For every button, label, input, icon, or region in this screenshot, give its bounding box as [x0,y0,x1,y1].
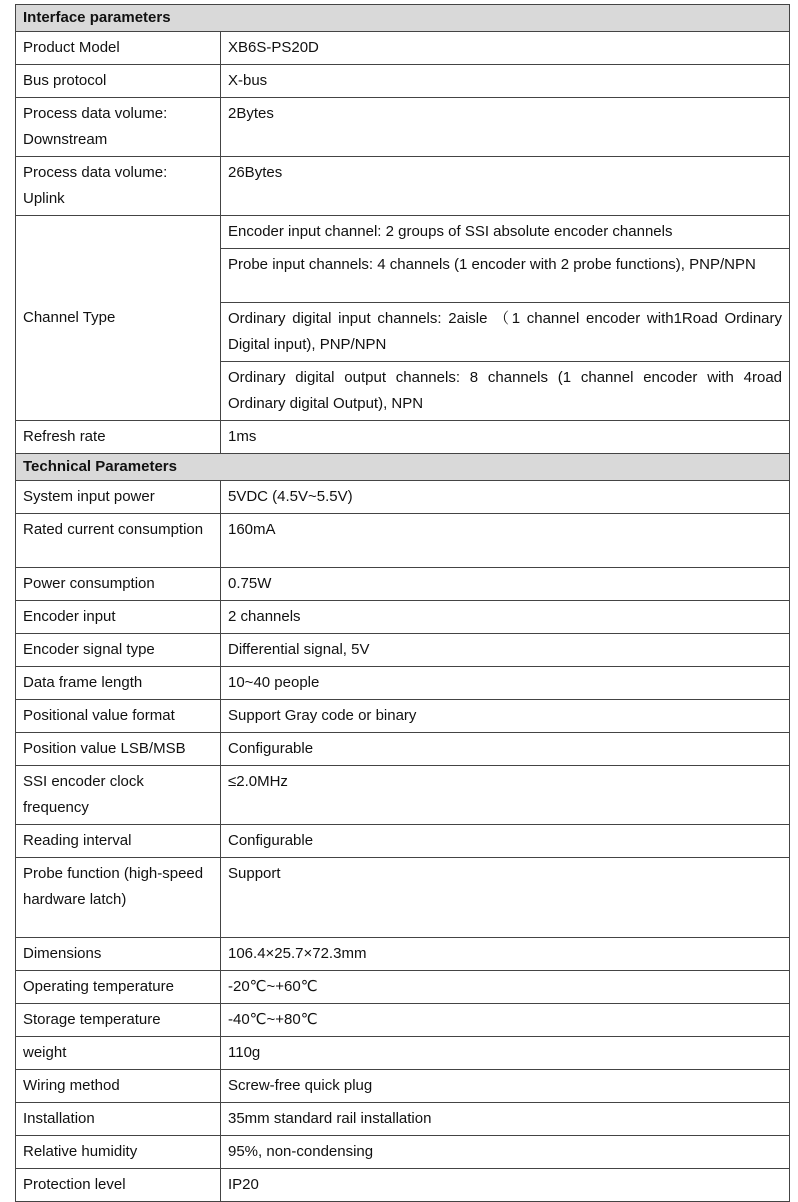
channel-type-value: Ordinary digital output channels: 8 channels (1 channel encoder with 4road Ordinary digital Output), NPN [221,362,790,421]
row-value: 1ms [221,421,790,454]
table-row [16,858,790,938]
row-value: 10~40 people [221,667,790,700]
table-row [16,733,790,766]
channel-type-value: Probe input channels: 4 channels (1 encoder with 2 probe functions), PNP/NPN [221,249,790,303]
row-label: Probe function (high-speed hardware latch) [16,858,221,938]
row-label: Refresh rate [16,421,221,454]
table-row [16,601,790,634]
table-row [16,766,790,825]
row-value: 110g [221,1037,790,1070]
channel-type-label: Channel Type [16,216,221,421]
table-row [16,157,790,216]
table-row [16,98,790,157]
spec-sheet [15,4,789,1202]
section-title: Technical Parameters [16,454,790,481]
table-row [16,700,790,733]
row-label: SSI encoder clock frequency [16,766,221,825]
row-label: Encoder signal type [16,634,221,667]
row-label: Process data volume: Downstream [16,98,221,157]
row-value: Configurable [221,825,790,858]
row-value: ≤2.0MHz [221,766,790,825]
row-label: Product Model [16,32,221,65]
table-row [16,634,790,667]
table-row [16,568,790,601]
table-row [16,1169,790,1202]
row-value: 95%, non-condensing [221,1136,790,1169]
table-row [16,32,790,65]
row-value: 35mm standard rail installation [221,1103,790,1136]
table-row [16,216,790,249]
table-row [16,1070,790,1103]
table-row [16,1103,790,1136]
row-label: System input power [16,481,221,514]
row-value: XB6S-PS20D [221,32,790,65]
row-label: Rated current consumption [16,514,221,568]
table-row [16,938,790,971]
row-label: Wiring method [16,1070,221,1103]
row-value: -20℃~+60℃ [221,971,790,1004]
table-row [16,1136,790,1169]
row-label: Dimensions [16,938,221,971]
row-value: 160mA [221,514,790,568]
row-value: IP20 [221,1169,790,1202]
table-row [16,971,790,1004]
row-value: 2Bytes [221,98,790,157]
row-label: Reading interval [16,825,221,858]
table-row [16,825,790,858]
row-label: Operating temperature [16,971,221,1004]
table-row [16,514,790,568]
channel-type-value: Ordinary digital input channels: 2aisle （1 channel encoder with1Road Ordinary Digital input), PNP/NPN [221,303,790,362]
row-label: Position value LSB/MSB [16,733,221,766]
row-label: Encoder input [16,601,221,634]
row-value: 0.75W [221,568,790,601]
row-value: Support [221,858,790,938]
row-value: Differential signal, 5V [221,634,790,667]
row-value: 5VDC (4.5V~5.5V) [221,481,790,514]
row-value: 106.4×25.7×72.3mm [221,938,790,971]
table-row [16,65,790,98]
table-row [16,421,790,454]
table-row [16,481,790,514]
row-label: Protection level [16,1169,221,1202]
row-value: Support Gray code or binary [221,700,790,733]
row-value: -40℃~+80℃ [221,1004,790,1037]
row-label: weight [16,1037,221,1070]
row-label: Relative humidity [16,1136,221,1169]
row-value: 2 channels [221,601,790,634]
row-label: Positional value format [16,700,221,733]
section-header-interface [16,5,790,32]
spec-table [15,4,790,1202]
section-title: Interface parameters [16,5,790,32]
table-row [16,1004,790,1037]
row-label: Storage temperature [16,1004,221,1037]
channel-type-value: Encoder input channel: 2 groups of SSI absolute encoder channels [221,216,790,249]
row-label: Installation [16,1103,221,1136]
row-value: X-bus [221,65,790,98]
row-label: Bus protocol [16,65,221,98]
section-header-technical [16,454,790,481]
row-value: Screw-free quick plug [221,1070,790,1103]
row-value: 26Bytes [221,157,790,216]
table-row [16,667,790,700]
row-label: Process data volume: Uplink [16,157,221,216]
row-label: Data frame length [16,667,221,700]
row-value: Configurable [221,733,790,766]
table-row [16,1037,790,1070]
row-label: Power consumption [16,568,221,601]
